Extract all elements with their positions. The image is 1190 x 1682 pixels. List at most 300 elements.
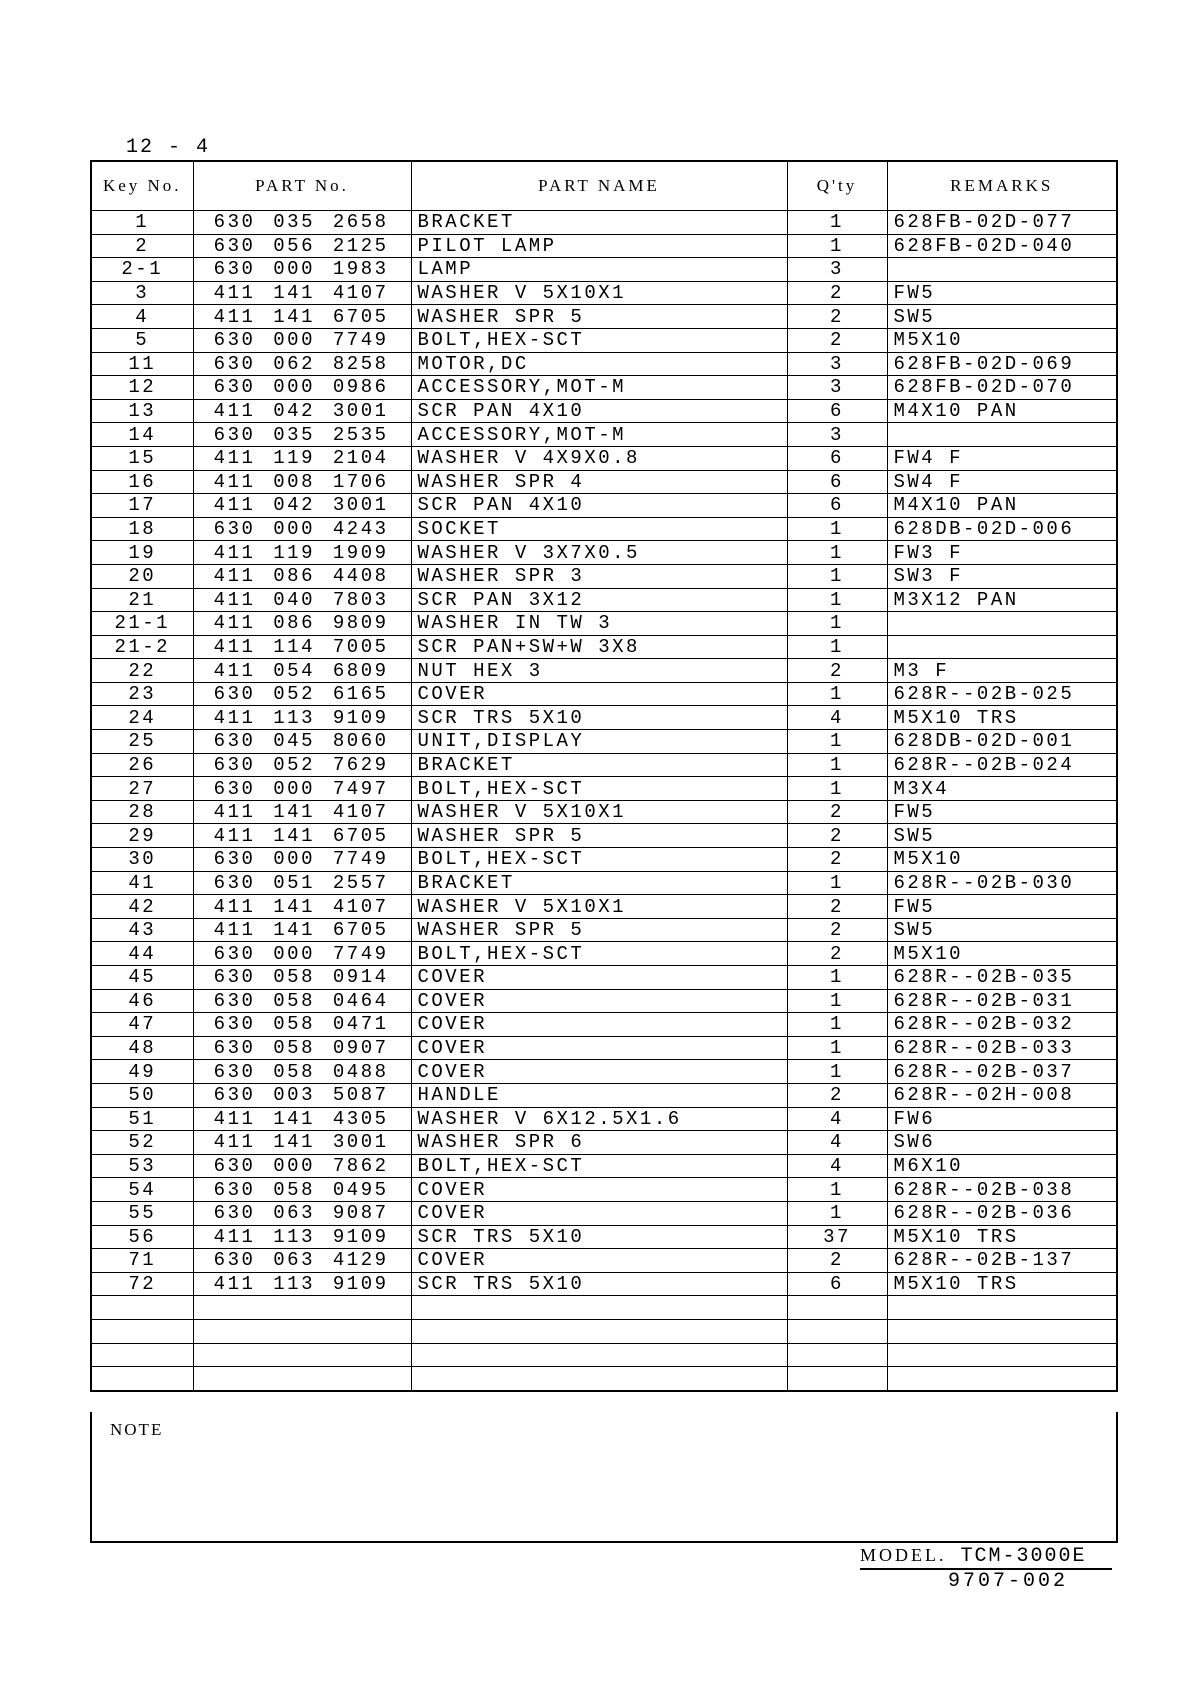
cell-remarks: 628FB-02D-077 <box>887 211 1117 235</box>
cell-part-name: COVER <box>411 966 787 990</box>
cell-part-name: WASHER SPR 5 <box>411 918 787 942</box>
table-row <box>91 848 1117 872</box>
cell-part-name: WASHER SPR 4 <box>411 470 787 494</box>
cell-remarks: SW5 <box>887 305 1117 329</box>
cell-remarks: M3X12 PAN <box>887 588 1117 612</box>
cell-key-no: 45 <box>91 966 193 990</box>
cell-remarks: 628R--02B-036 <box>887 1201 1117 1225</box>
cell-key-no: 46 <box>91 989 193 1013</box>
cell-remarks: M5X10 <box>887 848 1117 872</box>
cell-part-name: BOLT,HEX-SCT <box>411 1154 787 1178</box>
blank-row <box>91 1343 1117 1367</box>
parts-table <box>90 160 1118 1392</box>
cell-qty: 4 <box>787 1107 887 1131</box>
cell-key-no: 71 <box>91 1249 193 1273</box>
cell-key-no: 28 <box>91 800 193 824</box>
cell-key-no: 72 <box>91 1272 193 1296</box>
blank-cell <box>887 1343 1117 1367</box>
blank-cell <box>193 1319 411 1343</box>
table-row <box>91 234 1117 258</box>
table-row <box>91 966 1117 990</box>
cell-part-name: BRACKET <box>411 753 787 777</box>
cell-part-name: COVER <box>411 682 787 706</box>
cell-remarks: M5X10 TRS <box>887 706 1117 730</box>
cell-qty: 2 <box>787 824 887 848</box>
model-label: MODEL. <box>860 1545 947 1565</box>
cell-remarks: 628FB-02D-040 <box>887 234 1117 258</box>
cell-qty: 3 <box>787 376 887 400</box>
cell-qty: 6 <box>787 446 887 470</box>
table-row <box>91 541 1117 565</box>
cell-remarks: SW5 <box>887 918 1117 942</box>
cell-qty: 2 <box>787 305 887 329</box>
cell-part-no: 630 058 0464 <box>193 989 411 1013</box>
table-row <box>91 517 1117 541</box>
cell-qty: 1 <box>787 564 887 588</box>
header-key-no: Key No. <box>91 161 193 211</box>
table-row <box>91 777 1117 801</box>
cell-key-no: 2-1 <box>91 258 193 282</box>
cell-part-name: WASHER SPR 5 <box>411 824 787 848</box>
cell-part-name: BOLT,HEX-SCT <box>411 848 787 872</box>
table-row <box>91 1083 1117 1107</box>
blank-cell <box>411 1319 787 1343</box>
cell-remarks: 628R--02B-032 <box>887 1013 1117 1037</box>
cell-key-no: 14 <box>91 423 193 447</box>
header-qty: Q'ty <box>787 161 887 211</box>
blank-cell <box>887 1319 1117 1343</box>
model-line <box>860 1545 1112 1570</box>
cell-part-no: 411 040 7803 <box>193 588 411 612</box>
blank-cell <box>887 1367 1117 1391</box>
cell-key-no: 43 <box>91 918 193 942</box>
cell-qty: 1 <box>787 682 887 706</box>
cell-qty: 3 <box>787 258 887 282</box>
table-row <box>91 1178 1117 1202</box>
blank-row <box>91 1296 1117 1320</box>
cell-part-no: 630 000 4243 <box>193 517 411 541</box>
cell-part-no: 630 000 7862 <box>193 1154 411 1178</box>
cell-key-no: 17 <box>91 494 193 518</box>
cell-part-no: 411 141 4305 <box>193 1107 411 1131</box>
blank-cell <box>411 1367 787 1391</box>
table-row <box>91 635 1117 659</box>
cell-key-no: 13 <box>91 399 193 423</box>
blank-cell <box>787 1367 887 1391</box>
cell-qty: 1 <box>787 730 887 754</box>
cell-remarks: FW6 <box>887 1107 1117 1131</box>
cell-remarks: SW3 F <box>887 564 1117 588</box>
cell-remarks: SW6 <box>887 1131 1117 1155</box>
cell-part-name: WASHER V 5X10X1 <box>411 895 787 919</box>
cell-part-no: 630 003 5087 <box>193 1083 411 1107</box>
cell-remarks: M3 F <box>887 659 1117 683</box>
cell-qty: 6 <box>787 494 887 518</box>
cell-key-no: 21-1 <box>91 612 193 636</box>
cell-key-no: 26 <box>91 753 193 777</box>
cell-part-no: 630 000 7497 <box>193 777 411 801</box>
cell-key-no: 48 <box>91 1036 193 1060</box>
cell-qty: 3 <box>787 423 887 447</box>
cell-remarks: FW5 <box>887 281 1117 305</box>
cell-key-no: 29 <box>91 824 193 848</box>
cell-qty: 1 <box>787 1036 887 1060</box>
cell-remarks <box>887 258 1117 282</box>
note-label: NOTE <box>110 1420 164 1439</box>
note-box <box>90 1412 1118 1543</box>
cell-part-no: 630 000 0986 <box>193 376 411 400</box>
cell-remarks: 628R--02B-025 <box>887 682 1117 706</box>
blank-row <box>91 1367 1117 1391</box>
cell-qty: 4 <box>787 1154 887 1178</box>
cell-part-no: 630 063 9087 <box>193 1201 411 1225</box>
cell-remarks: SW5 <box>887 824 1117 848</box>
cell-remarks: M5X10 TRS <box>887 1272 1117 1296</box>
blank-cell <box>193 1367 411 1391</box>
table-row <box>91 211 1117 235</box>
table-row <box>91 1107 1117 1131</box>
table-row <box>91 446 1117 470</box>
header-part-name: PART NAME <box>411 161 787 211</box>
cell-remarks: 628R--02B-030 <box>887 871 1117 895</box>
cell-part-name: COVER <box>411 1036 787 1060</box>
cell-remarks: 628R--02B-137 <box>887 1249 1117 1273</box>
cell-key-no: 16 <box>91 470 193 494</box>
cell-part-name: PILOT LAMP <box>411 234 787 258</box>
cell-qty: 2 <box>787 918 887 942</box>
cell-key-no: 53 <box>91 1154 193 1178</box>
cell-qty: 1 <box>787 541 887 565</box>
cell-part-name: BRACKET <box>411 871 787 895</box>
cell-key-no: 52 <box>91 1131 193 1155</box>
cell-key-no: 42 <box>91 895 193 919</box>
cell-part-no: 630 058 0471 <box>193 1013 411 1037</box>
cell-key-no: 11 <box>91 352 193 376</box>
cell-part-no: 630 058 0495 <box>193 1178 411 1202</box>
blank-cell <box>91 1367 193 1391</box>
table-row <box>91 305 1117 329</box>
table-row <box>91 895 1117 919</box>
cell-part-name: WASHER SPR 3 <box>411 564 787 588</box>
cell-remarks: M4X10 PAN <box>887 494 1117 518</box>
cell-key-no: 50 <box>91 1083 193 1107</box>
cell-part-no: 630 058 0907 <box>193 1036 411 1060</box>
cell-remarks: 628R--02H-008 <box>887 1083 1117 1107</box>
cell-qty: 2 <box>787 848 887 872</box>
cell-part-no: 411 042 3001 <box>193 494 411 518</box>
cell-key-no: 41 <box>91 871 193 895</box>
cell-part-no: 411 141 4107 <box>193 895 411 919</box>
cell-part-no: 411 141 6705 <box>193 305 411 329</box>
table-row <box>91 989 1117 1013</box>
cell-part-name: BOLT,HEX-SCT <box>411 942 787 966</box>
cell-qty: 1 <box>787 1178 887 1202</box>
table-row <box>91 1154 1117 1178</box>
table-row <box>91 470 1117 494</box>
cell-qty: 1 <box>787 1201 887 1225</box>
blank-row <box>91 1319 1117 1343</box>
cell-key-no: 3 <box>91 281 193 305</box>
blank-cell <box>887 1296 1117 1320</box>
cell-remarks: 628R--02B-038 <box>887 1178 1117 1202</box>
cell-part-name: SCR TRS 5X10 <box>411 1225 787 1249</box>
table-row <box>91 1060 1117 1084</box>
cell-qty: 1 <box>787 612 887 636</box>
cell-key-no: 4 <box>91 305 193 329</box>
cell-key-no: 18 <box>91 517 193 541</box>
cell-key-no: 47 <box>91 1013 193 1037</box>
cell-part-name: COVER <box>411 1201 787 1225</box>
cell-qty: 1 <box>787 966 887 990</box>
cell-key-no: 5 <box>91 328 193 352</box>
table-row <box>91 494 1117 518</box>
cell-key-no: 56 <box>91 1225 193 1249</box>
cell-part-no: 630 035 2658 <box>193 211 411 235</box>
cell-part-no: 630 035 2535 <box>193 423 411 447</box>
cell-part-name: WASHER IN TW 3 <box>411 612 787 636</box>
cell-part-name: SCR PAN 3X12 <box>411 588 787 612</box>
cell-part-no: 411 114 7005 <box>193 635 411 659</box>
cell-part-name: HANDLE <box>411 1083 787 1107</box>
cell-part-no: 411 141 4107 <box>193 800 411 824</box>
table-row <box>91 328 1117 352</box>
cell-qty: 1 <box>787 517 887 541</box>
blank-cell <box>91 1319 193 1343</box>
cell-key-no: 24 <box>91 706 193 730</box>
cell-qty: 2 <box>787 800 887 824</box>
cell-part-name: WASHER SPR 6 <box>411 1131 787 1155</box>
cell-qty: 4 <box>787 1131 887 1155</box>
cell-part-name: SOCKET <box>411 517 787 541</box>
table-row <box>91 942 1117 966</box>
cell-part-name: WASHER V 5X10X1 <box>411 281 787 305</box>
cell-key-no: 19 <box>91 541 193 565</box>
cell-key-no: 1 <box>91 211 193 235</box>
cell-remarks: 628FB-02D-069 <box>887 352 1117 376</box>
cell-part-no: 411 113 9109 <box>193 1272 411 1296</box>
cell-part-no: 630 062 8258 <box>193 352 411 376</box>
cell-qty: 1 <box>787 777 887 801</box>
cell-qty: 2 <box>787 328 887 352</box>
table-header <box>91 161 1117 211</box>
cell-remarks: M5X10 TRS <box>887 1225 1117 1249</box>
cell-part-no: 411 054 6809 <box>193 659 411 683</box>
cell-part-name: MOTOR,DC <box>411 352 787 376</box>
cell-part-name: COVER <box>411 1178 787 1202</box>
table-row <box>91 1036 1117 1060</box>
page-number: 12 - 4 <box>126 136 211 159</box>
table-row <box>91 1225 1117 1249</box>
cell-part-no: 630 058 0488 <box>193 1060 411 1084</box>
cell-part-name: WASHER SPR 5 <box>411 305 787 329</box>
cell-part-no: 411 141 4107 <box>193 281 411 305</box>
cell-remarks: 628DB-02D-006 <box>887 517 1117 541</box>
cell-key-no: 44 <box>91 942 193 966</box>
cell-part-no: 630 045 8060 <box>193 730 411 754</box>
cell-part-name: BRACKET <box>411 211 787 235</box>
cell-remarks: SW4 F <box>887 470 1117 494</box>
blank-cell <box>787 1343 887 1367</box>
cell-qty: 4 <box>787 706 887 730</box>
cell-part-name: LAMP <box>411 258 787 282</box>
cell-remarks: 628FB-02D-070 <box>887 376 1117 400</box>
cell-part-no: 630 051 2557 <box>193 871 411 895</box>
table-row <box>91 730 1117 754</box>
cell-part-name: UNIT,DISPLAY <box>411 730 787 754</box>
table-row <box>91 612 1117 636</box>
table-row <box>91 753 1117 777</box>
table-row <box>91 588 1117 612</box>
blank-cell <box>91 1296 193 1320</box>
cell-remarks: FW4 F <box>887 446 1117 470</box>
cell-part-name: COVER <box>411 1249 787 1273</box>
blank-cell <box>91 1343 193 1367</box>
cell-qty: 2 <box>787 942 887 966</box>
table-row <box>91 564 1117 588</box>
cell-part-name: WASHER V 4X9X0.8 <box>411 446 787 470</box>
table-row <box>91 800 1117 824</box>
table-row <box>91 682 1117 706</box>
cell-qty: 1 <box>787 635 887 659</box>
cell-qty: 1 <box>787 989 887 1013</box>
cell-key-no: 23 <box>91 682 193 706</box>
table-row <box>91 706 1117 730</box>
blank-cell <box>787 1319 887 1343</box>
cell-remarks: M5X10 <box>887 328 1117 352</box>
cell-qty: 2 <box>787 281 887 305</box>
model-number: TCM-3000E <box>960 1545 1087 1568</box>
cell-remarks: 628R--02B-037 <box>887 1060 1117 1084</box>
cell-qty: 3 <box>787 352 887 376</box>
cell-part-name: ACCESSORY,MOT-M <box>411 376 787 400</box>
cell-qty: 6 <box>787 1272 887 1296</box>
cell-key-no: 51 <box>91 1107 193 1131</box>
cell-qty: 6 <box>787 470 887 494</box>
table-row <box>91 376 1117 400</box>
cell-key-no: 49 <box>91 1060 193 1084</box>
cell-part-no: 630 058 0914 <box>193 966 411 990</box>
blank-cell <box>411 1343 787 1367</box>
cell-part-name: COVER <box>411 989 787 1013</box>
cell-part-no: 630 063 4129 <box>193 1249 411 1273</box>
doc-code: 9707-002 <box>948 1570 1069 1593</box>
cell-qty: 1 <box>787 1013 887 1037</box>
cell-remarks: 628R--02B-031 <box>887 989 1117 1013</box>
cell-key-no: 25 <box>91 730 193 754</box>
header-part-no: PART No. <box>193 161 411 211</box>
cell-qty: 2 <box>787 1083 887 1107</box>
cell-part-name: SCR PAN 4X10 <box>411 494 787 518</box>
cell-part-no: 630 056 2125 <box>193 234 411 258</box>
table-row <box>91 1272 1117 1296</box>
cell-key-no: 15 <box>91 446 193 470</box>
cell-part-name: SCR TRS 5X10 <box>411 706 787 730</box>
cell-qty: 2 <box>787 1249 887 1273</box>
cell-remarks: 628DB-02D-001 <box>887 730 1117 754</box>
cell-key-no: 12 <box>91 376 193 400</box>
cell-remarks <box>887 612 1117 636</box>
cell-part-name: WASHER V 3X7X0.5 <box>411 541 787 565</box>
cell-qty: 37 <box>787 1225 887 1249</box>
cell-remarks: 628R--02B-033 <box>887 1036 1117 1060</box>
cell-part-name: SCR PAN+SW+W 3X8 <box>411 635 787 659</box>
cell-remarks: M4X10 PAN <box>887 399 1117 423</box>
cell-part-name: COVER <box>411 1013 787 1037</box>
blank-cell <box>193 1343 411 1367</box>
cell-key-no: 55 <box>91 1201 193 1225</box>
cell-part-name: SCR PAN 4X10 <box>411 399 787 423</box>
cell-key-no: 2 <box>91 234 193 258</box>
cell-part-no: 630 000 7749 <box>193 942 411 966</box>
cell-qty: 1 <box>787 1060 887 1084</box>
cell-remarks: FW3 F <box>887 541 1117 565</box>
cell-part-name: BOLT,HEX-SCT <box>411 777 787 801</box>
cell-part-no: 630 000 7749 <box>193 328 411 352</box>
blank-cell <box>193 1296 411 1320</box>
cell-part-no: 630 052 6165 <box>193 682 411 706</box>
cell-part-name: NUT HEX 3 <box>411 659 787 683</box>
cell-key-no: 20 <box>91 564 193 588</box>
cell-remarks <box>887 423 1117 447</box>
cell-qty: 2 <box>787 659 887 683</box>
cell-part-no: 411 086 9809 <box>193 612 411 636</box>
cell-key-no: 21 <box>91 588 193 612</box>
table-row <box>91 659 1117 683</box>
table-row <box>91 1131 1117 1155</box>
cell-part-no: 411 008 1706 <box>193 470 411 494</box>
cell-remarks: M6X10 <box>887 1154 1117 1178</box>
cell-part-name: WASHER V 5X10X1 <box>411 800 787 824</box>
table-row <box>91 423 1117 447</box>
cell-remarks: FW5 <box>887 895 1117 919</box>
cell-part-no: 411 113 9109 <box>193 1225 411 1249</box>
cell-part-name: BOLT,HEX-SCT <box>411 328 787 352</box>
cell-qty: 1 <box>787 753 887 777</box>
cell-part-name: ACCESSORY,MOT-M <box>411 423 787 447</box>
table-row <box>91 1201 1117 1225</box>
cell-qty: 1 <box>787 588 887 612</box>
cell-key-no: 30 <box>91 848 193 872</box>
cell-part-name: WASHER V 6X12.5X1.6 <box>411 1107 787 1131</box>
table-row <box>91 871 1117 895</box>
cell-part-no: 411 119 1909 <box>193 541 411 565</box>
cell-part-no: 411 086 4408 <box>193 564 411 588</box>
cell-qty: 6 <box>787 399 887 423</box>
cell-remarks: M3X4 <box>887 777 1117 801</box>
table-row <box>91 352 1117 376</box>
table-row <box>91 918 1117 942</box>
cell-part-name: SCR TRS 5X10 <box>411 1272 787 1296</box>
cell-part-no: 630 000 7749 <box>193 848 411 872</box>
cell-remarks: 628R--02B-035 <box>887 966 1117 990</box>
cell-qty: 2 <box>787 895 887 919</box>
table-row <box>91 1013 1117 1037</box>
cell-qty: 1 <box>787 871 887 895</box>
cell-part-no: 630 052 7629 <box>193 753 411 777</box>
cell-remarks: M5X10 <box>887 942 1117 966</box>
cell-remarks: 628R--02B-024 <box>887 753 1117 777</box>
cell-remarks: FW5 <box>887 800 1117 824</box>
cell-key-no: 21-2 <box>91 635 193 659</box>
cell-part-no: 411 042 3001 <box>193 399 411 423</box>
blank-cell <box>411 1296 787 1320</box>
cell-key-no: 22 <box>91 659 193 683</box>
table-row <box>91 399 1117 423</box>
table-row <box>91 258 1117 282</box>
blank-cell <box>787 1296 887 1320</box>
table-row <box>91 824 1117 848</box>
table-row <box>91 1249 1117 1273</box>
